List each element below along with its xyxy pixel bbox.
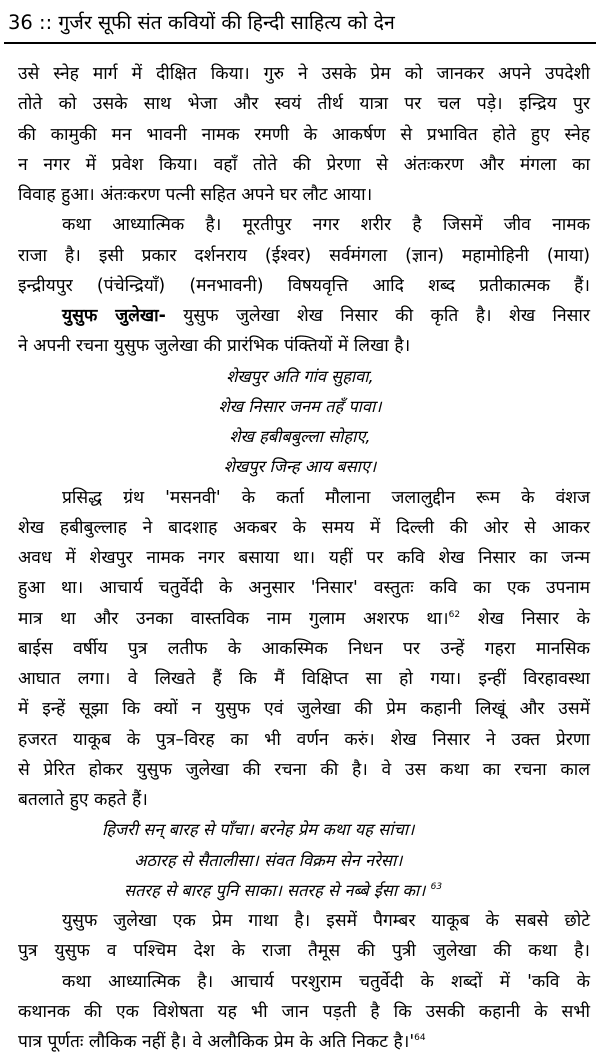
text-line: हुआ था। आचार्य चतुर्वेदी के अनुसार 'निसार' वस्तुतः कवि का एक उपनाम [18, 578, 590, 598]
text-line: अवध में शेखपुर नामक नगर बसाया था। यहीं पर कवि शेख निसार का जन्म [18, 548, 590, 568]
text-line: कथानक की एक विशेषता यह भी जान पड़ती है कि उसकी कहानी के सभी [18, 1002, 590, 1022]
text-line: बतलाते हुए कहते हैं। [18, 790, 148, 810]
text-line: इन्द्रीयपुर (पंचेन्द्रियाँ) (मनभावनी) विषयवृत्ति आदि शब्द प्रतीकात्मक हैं। [18, 276, 590, 296]
text-line: की कामुकी मन भावनी नामक रमणी के आकर्षण से प्रभावित होते हुए स्नेह [18, 125, 590, 145]
verse-line: शेख निसार जनम तहँ पावा। [218, 397, 382, 416]
text-line: युसुफ जुलेखा- युसुफ जुलेखा शेख निसार की कृति है। शेख निसार [62, 306, 591, 326]
footnote-ref: 64 [414, 1033, 426, 1043]
text-line: न नगर में प्रवेश किया। वहाँ तोते की प्रेरणा से अंतःकरण और मंगला का [18, 155, 590, 175]
text-line: मात्र था और उनका वास्तविक नाम गुलाम अशरफ था।$^{62}$ शेख निसार के [18, 609, 591, 629]
text-line: ने अपनी रचना युसुफ जुलेखा की प्रारंभिक पंक्तियों में लिखा है। [18, 336, 411, 356]
verse-line: शेख हबीबबुल्ला सोहाए, [229, 427, 371, 446]
footnote-ref: 62 [448, 610, 461, 620]
text-line: बाईस वर्षीय पुत्र लतीफ के आकस्मिक निधन पर उन्हें गहरा मानसिक [18, 639, 590, 659]
text-line: हजरत याकूब के पुत्र–विरह का भी वर्णन करुं। शेख निसार ने उक्त प्रेरणा [18, 730, 590, 750]
header-rule [4, 42, 596, 44]
text-line: विवाह हुआ। अंतःकरण पत्नी सहित अपने घर लौट आया। [18, 185, 373, 205]
text-line: युसुफ जुलेखा एक प्रेम गाथा है। इसमें पैगम्बर याकूब के सबसे छोटे [62, 911, 590, 931]
verse-line: सतरह से बारह पुनि साका। सतरह से नब्बे ईसा का। $^{63}$ [124, 881, 443, 900]
text-line: में इन्हें सूझा कि क्यों न युसुफ एवं जुलेखा की प्रेम कहानी लिखूं और उसमें [18, 699, 590, 719]
header-separator: :: [39, 11, 53, 34]
text-line: कथा आध्यात्मिक है। आचार्य परशुराम चतुर्वेदी के शब्दों में 'कवि के [62, 972, 590, 992]
section-heading: युसुफ जुलेखा- [62, 306, 166, 326]
page-number: 36 [8, 11, 33, 34]
verse-line: शेखपुर जिन्ह आय बसाए। [223, 457, 377, 476]
text-line: प्रसिद्ध ग्रंथ 'मसनवी' के कर्ता मौलाना जलालुद्दीन रूम के वंशज [62, 488, 590, 508]
book-title: गुर्जर सूफी संत कवियों की हिन्दी साहित्य को देन [58, 11, 395, 34]
text-line: कथा आध्यात्मिक है। मूरतीपुर नगर शरीर है जिसमें जीव नामक [62, 215, 590, 235]
text-line: राजा है। इसी प्रकार दर्शनराय (ईश्वर) सर्वमंगला (ज्ञान) महामोहिनी (माया) [18, 246, 590, 266]
running-header [8, 4, 594, 42]
text-line: पात्र पूर्णतः लौकिक नहीं है। वे अलौकिक प्रेम के अति निकट $है।'^{64}$ [18, 1032, 426, 1052]
text-line: तोते को उसके साथ भेजा और स्वयं तीर्थ यात्रा पर चल पड़े। इन्द्रिय पुर [18, 94, 590, 114]
verse-line: शेखपुर अति गांव सुहावा, [226, 367, 374, 386]
text-line: आघात लगा। वे लिखते हैं कि मैं विक्षिप्त सा हो गया। इन्हीं विरहावस्था [18, 669, 590, 689]
text-line: से प्रेरित होकर युसुफ जुलेखा की रचना की है। वे उस कथा का रचना काल [18, 760, 590, 780]
text-line: शेख हबीबुल्लाह ने बादशाह अकबर के समय में दिल्ली की ओर से आकर [18, 518, 590, 538]
text-line: पुत्र युसुफ व पश्चिम देश के राजा तैमूस की पुत्री जुलेखा की कथा है। [18, 941, 590, 961]
text-line: उसे स्नेह मार्ग में दीक्षित किया। गुरु ने उसके प्रेम को जानकर अपने उपदेशी [18, 64, 590, 84]
verse-line: हिजरी सन् बारह से पाँचा। बरनेह प्रेम कथा यह सांचा। [102, 820, 415, 839]
footnote-ref: 63 [430, 882, 443, 892]
verse-line: अठारह से सैतालीसा। संवत विक्रम सेन नरेसा। [134, 851, 403, 870]
